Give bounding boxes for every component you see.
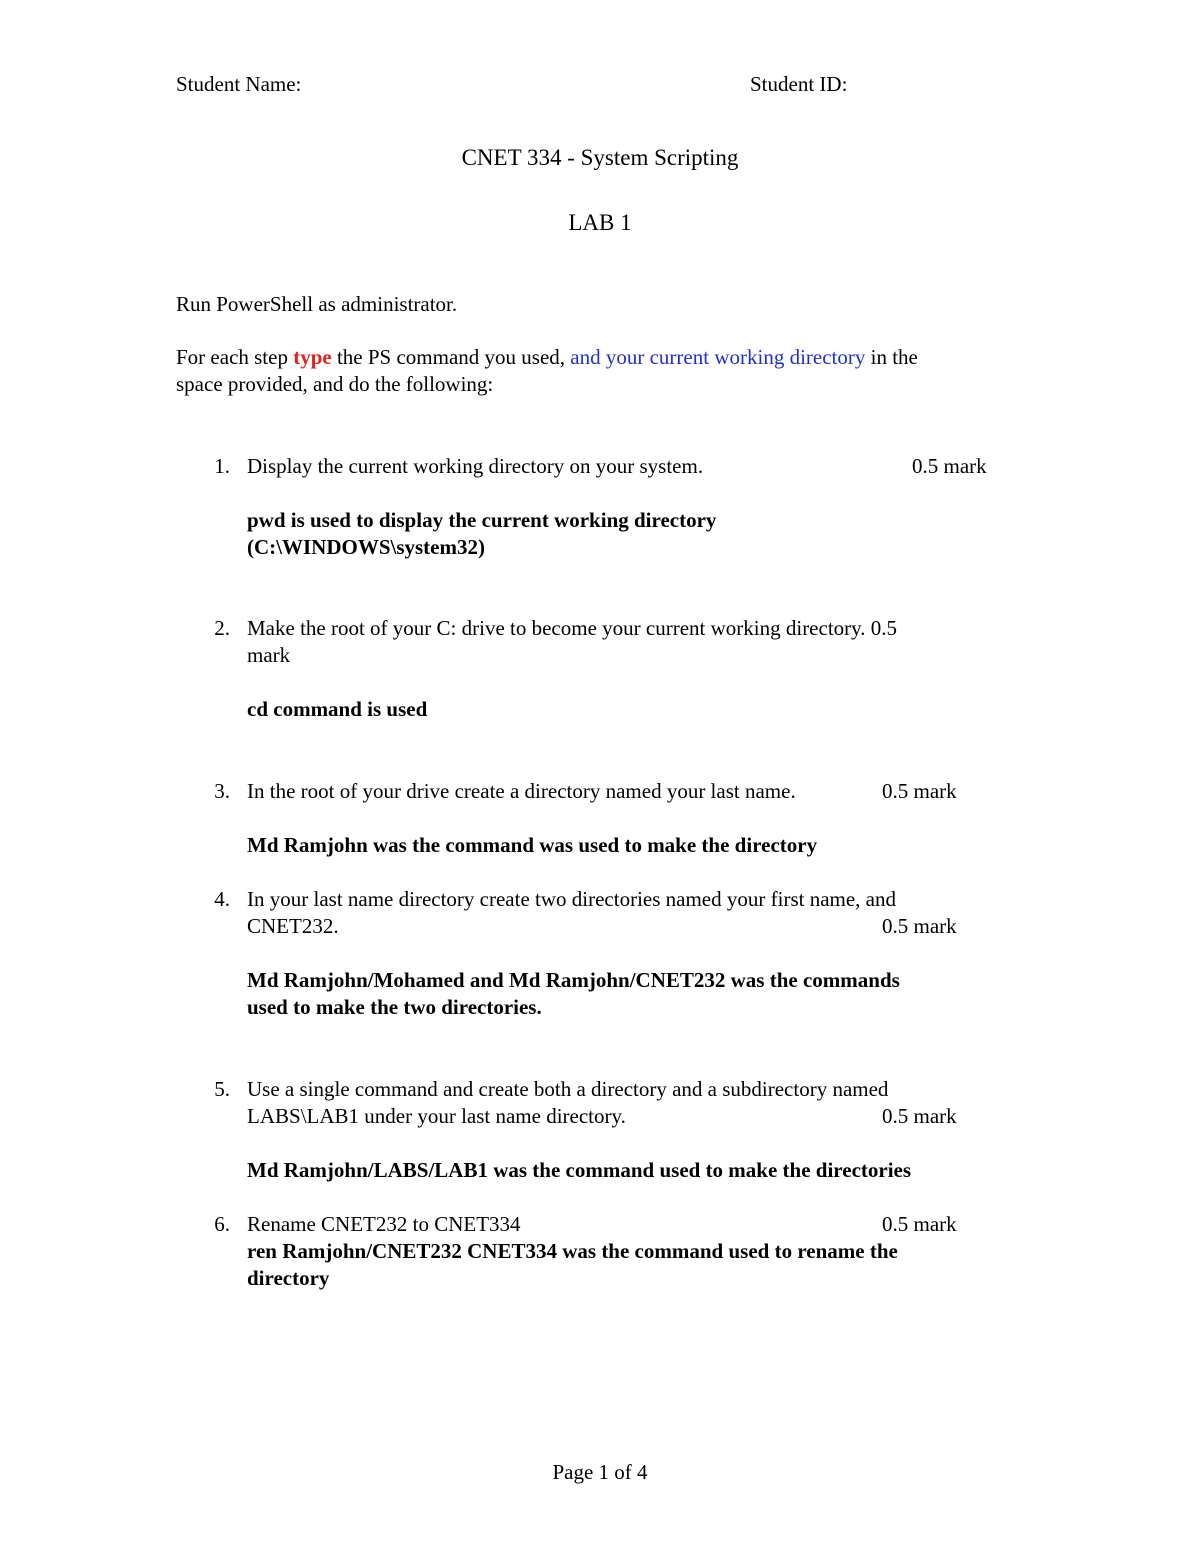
step-number: 2. bbox=[214, 616, 230, 640]
step-answer: cd command is used bbox=[247, 697, 428, 721]
instr-type-word: type bbox=[293, 345, 332, 369]
step-number: 3. bbox=[214, 779, 230, 803]
step-answer-line-2: directory bbox=[247, 1266, 330, 1290]
step-answer: Md Ramjohn was the command was used to make the directory bbox=[247, 833, 818, 857]
step-text: In your last name directory create two directories named your first name, and bbox=[247, 887, 897, 911]
step-mark: 0.5 mark bbox=[912, 454, 987, 478]
step-number: 5. bbox=[214, 1077, 230, 1101]
step-answer: pwd is used to display the current working directory bbox=[247, 508, 717, 532]
step-mark: 0.5 mark bbox=[882, 779, 957, 803]
instructions-line-1 bbox=[176, 344, 918, 371]
student-name-label: Student Name: bbox=[176, 72, 302, 96]
step-number: 4. bbox=[214, 887, 230, 911]
student-id-label: Student ID: bbox=[750, 72, 848, 96]
step-text-line-2: LABS\LAB1 under your last name directory. bbox=[247, 1104, 626, 1128]
intro-line: Run PowerShell as administrator. bbox=[176, 292, 458, 316]
step-text: Display the current working directory on your system. bbox=[247, 454, 704, 478]
step-answer: Md Ramjohn/LABS/LAB1 was the command used to make the directories bbox=[247, 1158, 912, 1182]
step-text-line-2: mark bbox=[247, 643, 291, 667]
course-title: CNET 334 - System Scripting bbox=[461, 145, 739, 170]
step-text-line-2: CNET232. bbox=[247, 914, 339, 938]
step-mark: 0.5 mark bbox=[882, 914, 957, 938]
instr-text-2: the PS command you used, bbox=[331, 345, 571, 369]
step-mark: 0.5 mark bbox=[882, 1212, 957, 1236]
step-answer: Md Ramjohn/Mohamed and Md Ramjohn/CNET232 was the commands bbox=[247, 968, 900, 992]
step-number: 6. bbox=[214, 1212, 230, 1236]
page-number: Page 1 of 4 bbox=[552, 1460, 648, 1484]
step-text: In the root of your drive create a directory named your last name. bbox=[247, 779, 796, 803]
instr-text-3: in the bbox=[865, 345, 918, 369]
instructions-line-2: space provided, and do the following: bbox=[176, 372, 494, 396]
lab-title: LAB 1 bbox=[568, 210, 632, 235]
step-text: Rename CNET232 to CNET334 bbox=[247, 1212, 521, 1236]
step-number: 1. bbox=[214, 454, 230, 478]
step-mark: 0.5 mark bbox=[882, 1104, 957, 1128]
instr-highlight: and your current working directory bbox=[570, 345, 866, 369]
step-answer: ren Ramjohn/CNET232 CNET334 was the command used to rename the bbox=[247, 1239, 898, 1263]
instr-text-1: For each step bbox=[176, 345, 294, 369]
step-text: Make the root of your C: drive to become your current working directory. 0.5 bbox=[247, 616, 898, 640]
step-answer-line-2: (C:\WINDOWS\system32) bbox=[247, 535, 485, 559]
step-answer-line-2: used to make the two directories. bbox=[247, 995, 542, 1019]
step-text: Use a single command and create both a directory and a subdirectory named bbox=[247, 1077, 889, 1101]
